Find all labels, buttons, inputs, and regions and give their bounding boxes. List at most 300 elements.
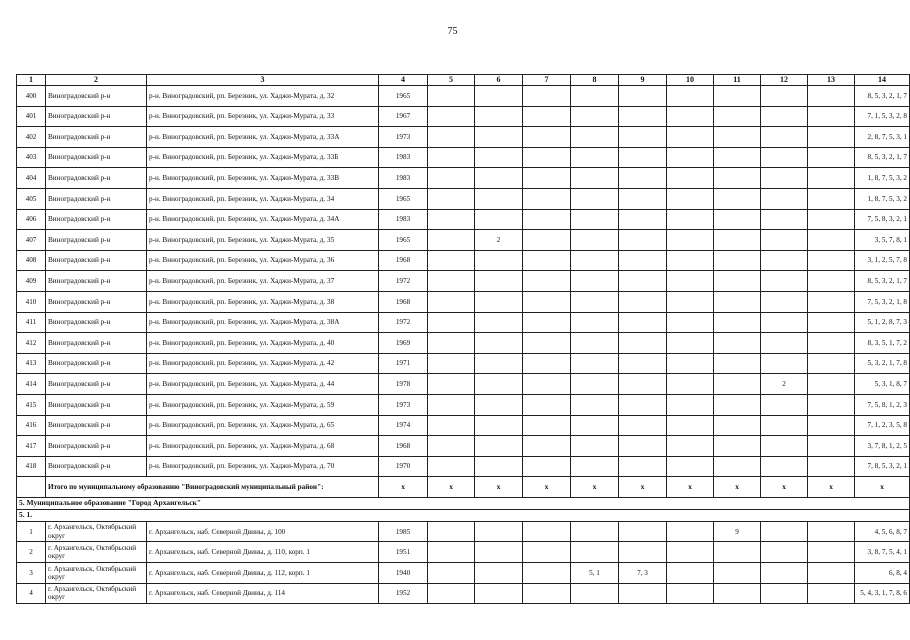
col-6-cell [475, 312, 523, 333]
col-12-cell [761, 353, 808, 374]
column-header-6: 6 [475, 75, 523, 86]
year-cell: 1983 [379, 168, 428, 189]
col-5-cell [428, 563, 475, 584]
district-cell: Виноградовский р-н [46, 291, 147, 312]
year-cell: 1940 [379, 563, 428, 584]
address-cell: г. Архангельск, наб. Северной Двины, д. 114 [147, 583, 379, 604]
col-11-cell [714, 415, 761, 436]
col-5-cell [428, 271, 475, 292]
col-13-cell [808, 209, 855, 230]
col-5-cell [428, 542, 475, 563]
district-cell: Виноградовский р-н [46, 271, 147, 292]
year-cell: 1970 [379, 456, 428, 477]
year-cell: 1951 [379, 542, 428, 563]
col-12-cell [761, 521, 808, 542]
col-10-cell [667, 374, 714, 395]
col-10-cell [667, 168, 714, 189]
col-5-cell [428, 374, 475, 395]
district-cell: Виноградовский р-н [46, 230, 147, 251]
col-9-cell [619, 106, 667, 127]
col-12-cell: 2 [761, 374, 808, 395]
col-14-cell: 4, 5, 6, 8, 7 [855, 521, 910, 542]
address-cell: р-н. Виноградовский, рп. Березник, ул. Хаджи-Мурата, д. 33 [147, 106, 379, 127]
address-cell: р-н. Виноградовский, рп. Березник, ул. Хаджи-Мурата, д. 59 [147, 394, 379, 415]
col-14-cell: 7, 1, 2, 3, 5, 8 [855, 415, 910, 436]
col-12-cell [761, 106, 808, 127]
col-6-cell [475, 168, 523, 189]
column-header-13: 13 [808, 75, 855, 86]
col-9-cell: 7, 3 [619, 563, 667, 584]
address-cell: г. Архангельск, наб. Северной Двины, д. 110, корп. 1 [147, 542, 379, 563]
col-8-cell [571, 291, 619, 312]
col-14-cell: 7, 1, 5, 3, 2, 8 [855, 106, 910, 127]
row-number-cell: 415 [17, 394, 46, 415]
col-9-cell [619, 333, 667, 354]
address-cell: р-н. Виноградовский, рп. Березник, ул. Хаджи-Мурата, д. 65 [147, 415, 379, 436]
col-9-cell [619, 209, 667, 230]
column-header-7: 7 [523, 75, 571, 86]
col-11-cell [714, 250, 761, 271]
address-cell: р-н. Виноградовский, рп. Березник, ул. Хаджи-Мурата, д. 42 [147, 353, 379, 374]
table-row [17, 415, 910, 436]
address-cell: р-н. Виноградовский, рп. Березник, ул. Хаджи-Мурата, д. 33В [147, 168, 379, 189]
col-10-cell [667, 271, 714, 292]
col-5-cell [428, 456, 475, 477]
col-8-cell [571, 353, 619, 374]
col-12-cell [761, 147, 808, 168]
row-number-cell: 407 [17, 230, 46, 251]
col-7-cell [523, 353, 571, 374]
col-14-cell: 7, 5, 8, 3, 2, 1 [855, 209, 910, 230]
col-5-cell [428, 147, 475, 168]
col-5-cell [428, 436, 475, 457]
col-11-cell [714, 583, 761, 604]
col-6-cell [475, 374, 523, 395]
year-cell: 1952 [379, 583, 428, 604]
col-14-cell: 5, 1, 2, 8, 7, 3 [855, 312, 910, 333]
col-9-cell [619, 394, 667, 415]
address-cell: р-н. Виноградовский, рп. Березник, ул. Хаджи-Мурата, д. 36 [147, 250, 379, 271]
total-empty-cell [17, 477, 46, 498]
col-11-cell [714, 127, 761, 148]
total-x-11: x [714, 477, 761, 498]
col-8-cell [571, 230, 619, 251]
col-14-cell: 3, 5, 7, 8, 1 [855, 230, 910, 251]
col-7-cell [523, 291, 571, 312]
col-6-cell [475, 521, 523, 542]
col-14-cell: 1, 8, 7, 5, 3, 2 [855, 168, 910, 189]
col-14-cell: 7, 5, 3, 2, 1, 8 [855, 291, 910, 312]
column-header-12: 12 [761, 75, 808, 86]
table-body-c [17, 521, 910, 603]
col-6-cell [475, 456, 523, 477]
address-cell: р-н. Виноградовский, рп. Березник, ул. Хаджи-Мурата, д. 70 [147, 456, 379, 477]
year-cell: 1978 [379, 374, 428, 395]
district-cell: Виноградовский р-н [46, 374, 147, 395]
col-10-cell [667, 106, 714, 127]
col-12-cell [761, 291, 808, 312]
col-6-cell [475, 271, 523, 292]
col-9-cell [619, 271, 667, 292]
section-row [17, 497, 910, 509]
col-8-cell [571, 542, 619, 563]
col-13-cell [808, 542, 855, 563]
col-12-cell [761, 542, 808, 563]
col-10-cell [667, 230, 714, 251]
total-x-10: x [667, 477, 714, 498]
col-13-cell [808, 106, 855, 127]
col-14-cell: 5, 3, 2, 1, 7, 8 [855, 353, 910, 374]
address-cell: р-н. Виноградовский, рп. Березник, ул. Хаджи-Мурата, д. 38 [147, 291, 379, 312]
col-13-cell [808, 312, 855, 333]
total-row [17, 477, 910, 498]
col-9-cell [619, 250, 667, 271]
district-cell: Виноградовский р-н [46, 168, 147, 189]
total-x-9: x [619, 477, 667, 498]
col-13-cell [808, 353, 855, 374]
col-14-cell: 8, 3, 5, 1, 7, 2 [855, 333, 910, 354]
col-9-cell [619, 312, 667, 333]
row-number-cell: 401 [17, 106, 46, 127]
col-10-cell [667, 127, 714, 148]
col-5-cell [428, 86, 475, 107]
col-14-cell: 8, 5, 3, 2, 1, 7 [855, 271, 910, 292]
col-12-cell [761, 394, 808, 415]
col-6-cell [475, 415, 523, 436]
col-10-cell [667, 563, 714, 584]
year-cell: 1983 [379, 209, 428, 230]
district-cell: г. Архангельск, Октябрьский округ [46, 542, 147, 563]
column-header-9: 9 [619, 75, 667, 86]
col-14-cell: 7, 8, 5, 3, 2, 1 [855, 456, 910, 477]
col-7-cell [523, 563, 571, 584]
col-11-cell [714, 271, 761, 292]
row-number-cell: 2 [17, 542, 46, 563]
row-number-cell: 410 [17, 291, 46, 312]
col-6-cell [475, 106, 523, 127]
col-9-cell [619, 353, 667, 374]
table-row [17, 168, 910, 189]
table-row [17, 542, 910, 563]
section-title: 5. Муниципальное образование "Город Архангельск" [17, 497, 910, 509]
col-5-cell [428, 353, 475, 374]
col-7-cell [523, 312, 571, 333]
page-number: 75 [447, 26, 458, 37]
row-number-cell: 1 [17, 521, 46, 542]
col-12-cell [761, 250, 808, 271]
col-12-cell [761, 583, 808, 604]
col-5-cell [428, 415, 475, 436]
col-11-cell [714, 168, 761, 189]
col-11-cell [714, 542, 761, 563]
col-14-cell: 8, 5, 3, 2, 1, 7 [855, 147, 910, 168]
col-5-cell [428, 168, 475, 189]
table-row [17, 583, 910, 604]
col-7-cell [523, 436, 571, 457]
col-11-cell [714, 333, 761, 354]
col-7-cell [523, 147, 571, 168]
table-row [17, 209, 910, 230]
column-header-11: 11 [714, 75, 761, 86]
address-cell: р-н. Виноградовский, рп. Березник, ул. Хаджи-Мурата, д. 34А [147, 209, 379, 230]
table-row [17, 271, 910, 292]
district-cell: Виноградовский р-н [46, 106, 147, 127]
col-5-cell [428, 521, 475, 542]
subsection-row [17, 509, 910, 521]
row-number-cell: 404 [17, 168, 46, 189]
year-cell: 1985 [379, 521, 428, 542]
table-row [17, 127, 910, 148]
col-11-cell [714, 86, 761, 107]
col-12-cell [761, 456, 808, 477]
col-6-cell [475, 250, 523, 271]
col-6-cell [475, 147, 523, 168]
register-table [16, 74, 910, 604]
col-6-cell [475, 291, 523, 312]
col-12-cell [761, 168, 808, 189]
table-row [17, 436, 910, 457]
col-7-cell [523, 188, 571, 209]
row-number-cell: 406 [17, 209, 46, 230]
col-12-cell [761, 436, 808, 457]
row-number-cell: 400 [17, 86, 46, 107]
col-9-cell [619, 415, 667, 436]
col-13-cell [808, 394, 855, 415]
address-cell: г. Архангельск, наб. Северной Двины, д. 100 [147, 521, 379, 542]
col-11-cell [714, 456, 761, 477]
total-x-12: x [761, 477, 808, 498]
table-row [17, 291, 910, 312]
table-row [17, 250, 910, 271]
table-row [17, 106, 910, 127]
total-x-5: x [428, 477, 475, 498]
col-9-cell [619, 374, 667, 395]
col-14-cell: 8, 5, 3, 2, 1, 7 [855, 86, 910, 107]
col-8-cell [571, 271, 619, 292]
col-6-cell [475, 333, 523, 354]
district-cell: Виноградовский р-н [46, 394, 147, 415]
col-8-cell [571, 436, 619, 457]
row-number-cell: 412 [17, 333, 46, 354]
col-8-cell [571, 333, 619, 354]
col-8-cell [571, 374, 619, 395]
col-7-cell [523, 456, 571, 477]
col-13-cell [808, 188, 855, 209]
col-10-cell [667, 583, 714, 604]
col-13-cell [808, 436, 855, 457]
col-11-cell [714, 209, 761, 230]
col-13-cell [808, 291, 855, 312]
column-header-2: 2 [46, 75, 147, 86]
year-cell: 1974 [379, 415, 428, 436]
year-cell: 1971 [379, 353, 428, 374]
col-7-cell [523, 127, 571, 148]
col-14-cell: 3, 8, 7, 5, 4, 1 [855, 542, 910, 563]
col-11-cell [714, 230, 761, 251]
table-row [17, 333, 910, 354]
col-13-cell [808, 127, 855, 148]
col-8-cell [571, 250, 619, 271]
col-7-cell [523, 86, 571, 107]
column-header-5: 5 [428, 75, 475, 86]
col-8-cell [571, 147, 619, 168]
district-cell: г. Архангельск, Октябрьский округ [46, 521, 147, 542]
table-row [17, 188, 910, 209]
district-cell: Виноградовский р-н [46, 415, 147, 436]
col-10-cell [667, 333, 714, 354]
col-7-cell [523, 106, 571, 127]
column-header-4: 4 [379, 75, 428, 86]
year-cell: 1967 [379, 106, 428, 127]
table-row [17, 86, 910, 107]
table-row [17, 456, 910, 477]
col-5-cell [428, 230, 475, 251]
total-section [17, 477, 910, 522]
table-body-a [17, 86, 910, 354]
year-cell: 1968 [379, 436, 428, 457]
col-12-cell [761, 271, 808, 292]
col-5-cell [428, 250, 475, 271]
col-9-cell [619, 456, 667, 477]
col-11-cell [714, 291, 761, 312]
table-row [17, 230, 910, 251]
total-x-7: x [523, 477, 571, 498]
district-cell: г. Архангельск, Октябрьский округ [46, 563, 147, 584]
col-13-cell [808, 583, 855, 604]
address-cell: р-н. Виноградовский, рп. Березник, ул. Хаджи-Мурата, д. 33А [147, 127, 379, 148]
col-14-cell: 7, 5, 8, 1, 2, 3 [855, 394, 910, 415]
district-cell: Виноградовский р-н [46, 456, 147, 477]
table-body-b [17, 353, 910, 477]
col-10-cell [667, 250, 714, 271]
year-cell: 1965 [379, 188, 428, 209]
col-6-cell: 2 [475, 230, 523, 251]
col-7-cell [523, 168, 571, 189]
district-cell: Виноградовский р-н [46, 127, 147, 148]
col-10-cell [667, 456, 714, 477]
col-6-cell [475, 436, 523, 457]
table-row [17, 147, 910, 168]
column-header-14: 14 [855, 75, 910, 86]
address-cell: р-н. Виноградовский, рп. Березник, ул. Хаджи-Мурата, д. 34 [147, 188, 379, 209]
district-cell: Виноградовский р-н [46, 312, 147, 333]
col-7-cell [523, 209, 571, 230]
row-number-cell: 408 [17, 250, 46, 271]
subsection-title: 5. 1. [17, 509, 910, 521]
row-number-cell: 416 [17, 415, 46, 436]
district-cell: Виноградовский р-н [46, 209, 147, 230]
col-7-cell [523, 521, 571, 542]
col-7-cell [523, 250, 571, 271]
col-10-cell [667, 188, 714, 209]
year-cell: 1965 [379, 230, 428, 251]
col-6-cell [475, 86, 523, 107]
col-13-cell [808, 456, 855, 477]
col-6-cell [475, 127, 523, 148]
table-row [17, 563, 910, 584]
col-14-cell: 3, 1, 2, 5, 7, 8 [855, 250, 910, 271]
col-11-cell [714, 353, 761, 374]
table-row [17, 312, 910, 333]
district-cell: Виноградовский р-н [46, 86, 147, 107]
address-cell: р-н. Виноградовский, рп. Березник, ул. Хаджи-Мурата, д. 40 [147, 333, 379, 354]
year-cell: 1969 [379, 333, 428, 354]
column-header-10: 10 [667, 75, 714, 86]
row-number-cell: 413 [17, 353, 46, 374]
col-13-cell [808, 250, 855, 271]
district-cell: Виноградовский р-н [46, 188, 147, 209]
col-14-cell: 2, 8, 7, 5, 3, 1 [855, 127, 910, 148]
col-11-cell [714, 374, 761, 395]
col-5-cell [428, 333, 475, 354]
row-number-cell: 414 [17, 374, 46, 395]
col-12-cell [761, 188, 808, 209]
col-10-cell [667, 436, 714, 457]
col-12-cell [761, 86, 808, 107]
col-9-cell [619, 521, 667, 542]
address-cell: р-н. Виноградовский, рп. Березник, ул. Хаджи-Мурата, д. 38А [147, 312, 379, 333]
row-number-cell: 418 [17, 456, 46, 477]
col-8-cell [571, 168, 619, 189]
col-10-cell [667, 291, 714, 312]
total-x-14: x [855, 477, 910, 498]
column-header-8: 8 [571, 75, 619, 86]
col-8-cell [571, 394, 619, 415]
col-8-cell [571, 456, 619, 477]
address-cell: р-н. Виноградовский, рп. Березник, ул. Хаджи-Мурата, д. 33Б [147, 147, 379, 168]
total-label: Итого по муниципальному образованию "Виноградовский муниципальный район": [46, 477, 379, 498]
col-12-cell [761, 127, 808, 148]
col-11-cell [714, 436, 761, 457]
col-10-cell [667, 353, 714, 374]
total-x-8: x [571, 477, 619, 498]
col-9-cell [619, 583, 667, 604]
col-11-cell [714, 188, 761, 209]
col-12-cell [761, 415, 808, 436]
col-7-cell [523, 230, 571, 251]
col-6-cell [475, 209, 523, 230]
col-8-cell [571, 209, 619, 230]
col-7-cell [523, 271, 571, 292]
col-12-cell [761, 333, 808, 354]
col-13-cell [808, 415, 855, 436]
row-number-cell: 3 [17, 563, 46, 584]
district-cell: Виноградовский р-н [46, 147, 147, 168]
row-number-cell: 402 [17, 127, 46, 148]
col-11-cell [714, 147, 761, 168]
col-9-cell [619, 147, 667, 168]
table-row [17, 374, 910, 395]
col-13-cell [808, 147, 855, 168]
col-6-cell [475, 394, 523, 415]
year-cell: 1972 [379, 271, 428, 292]
table-row [17, 353, 910, 374]
col-8-cell [571, 415, 619, 436]
col-8-cell [571, 312, 619, 333]
district-cell: Виноградовский р-н [46, 353, 147, 374]
col-7-cell [523, 333, 571, 354]
col-9-cell [619, 291, 667, 312]
col-10-cell [667, 312, 714, 333]
col-8-cell [571, 127, 619, 148]
col-5-cell [428, 106, 475, 127]
col-5-cell [428, 209, 475, 230]
col-11-cell: 9 [714, 521, 761, 542]
col-14-cell: 1, 8, 7, 5, 3, 2 [855, 188, 910, 209]
col-9-cell [619, 168, 667, 189]
address-cell: р-н. Виноградовский, рп. Березник, ул. Хаджи-Мурата, д. 32 [147, 86, 379, 107]
col-9-cell [619, 127, 667, 148]
